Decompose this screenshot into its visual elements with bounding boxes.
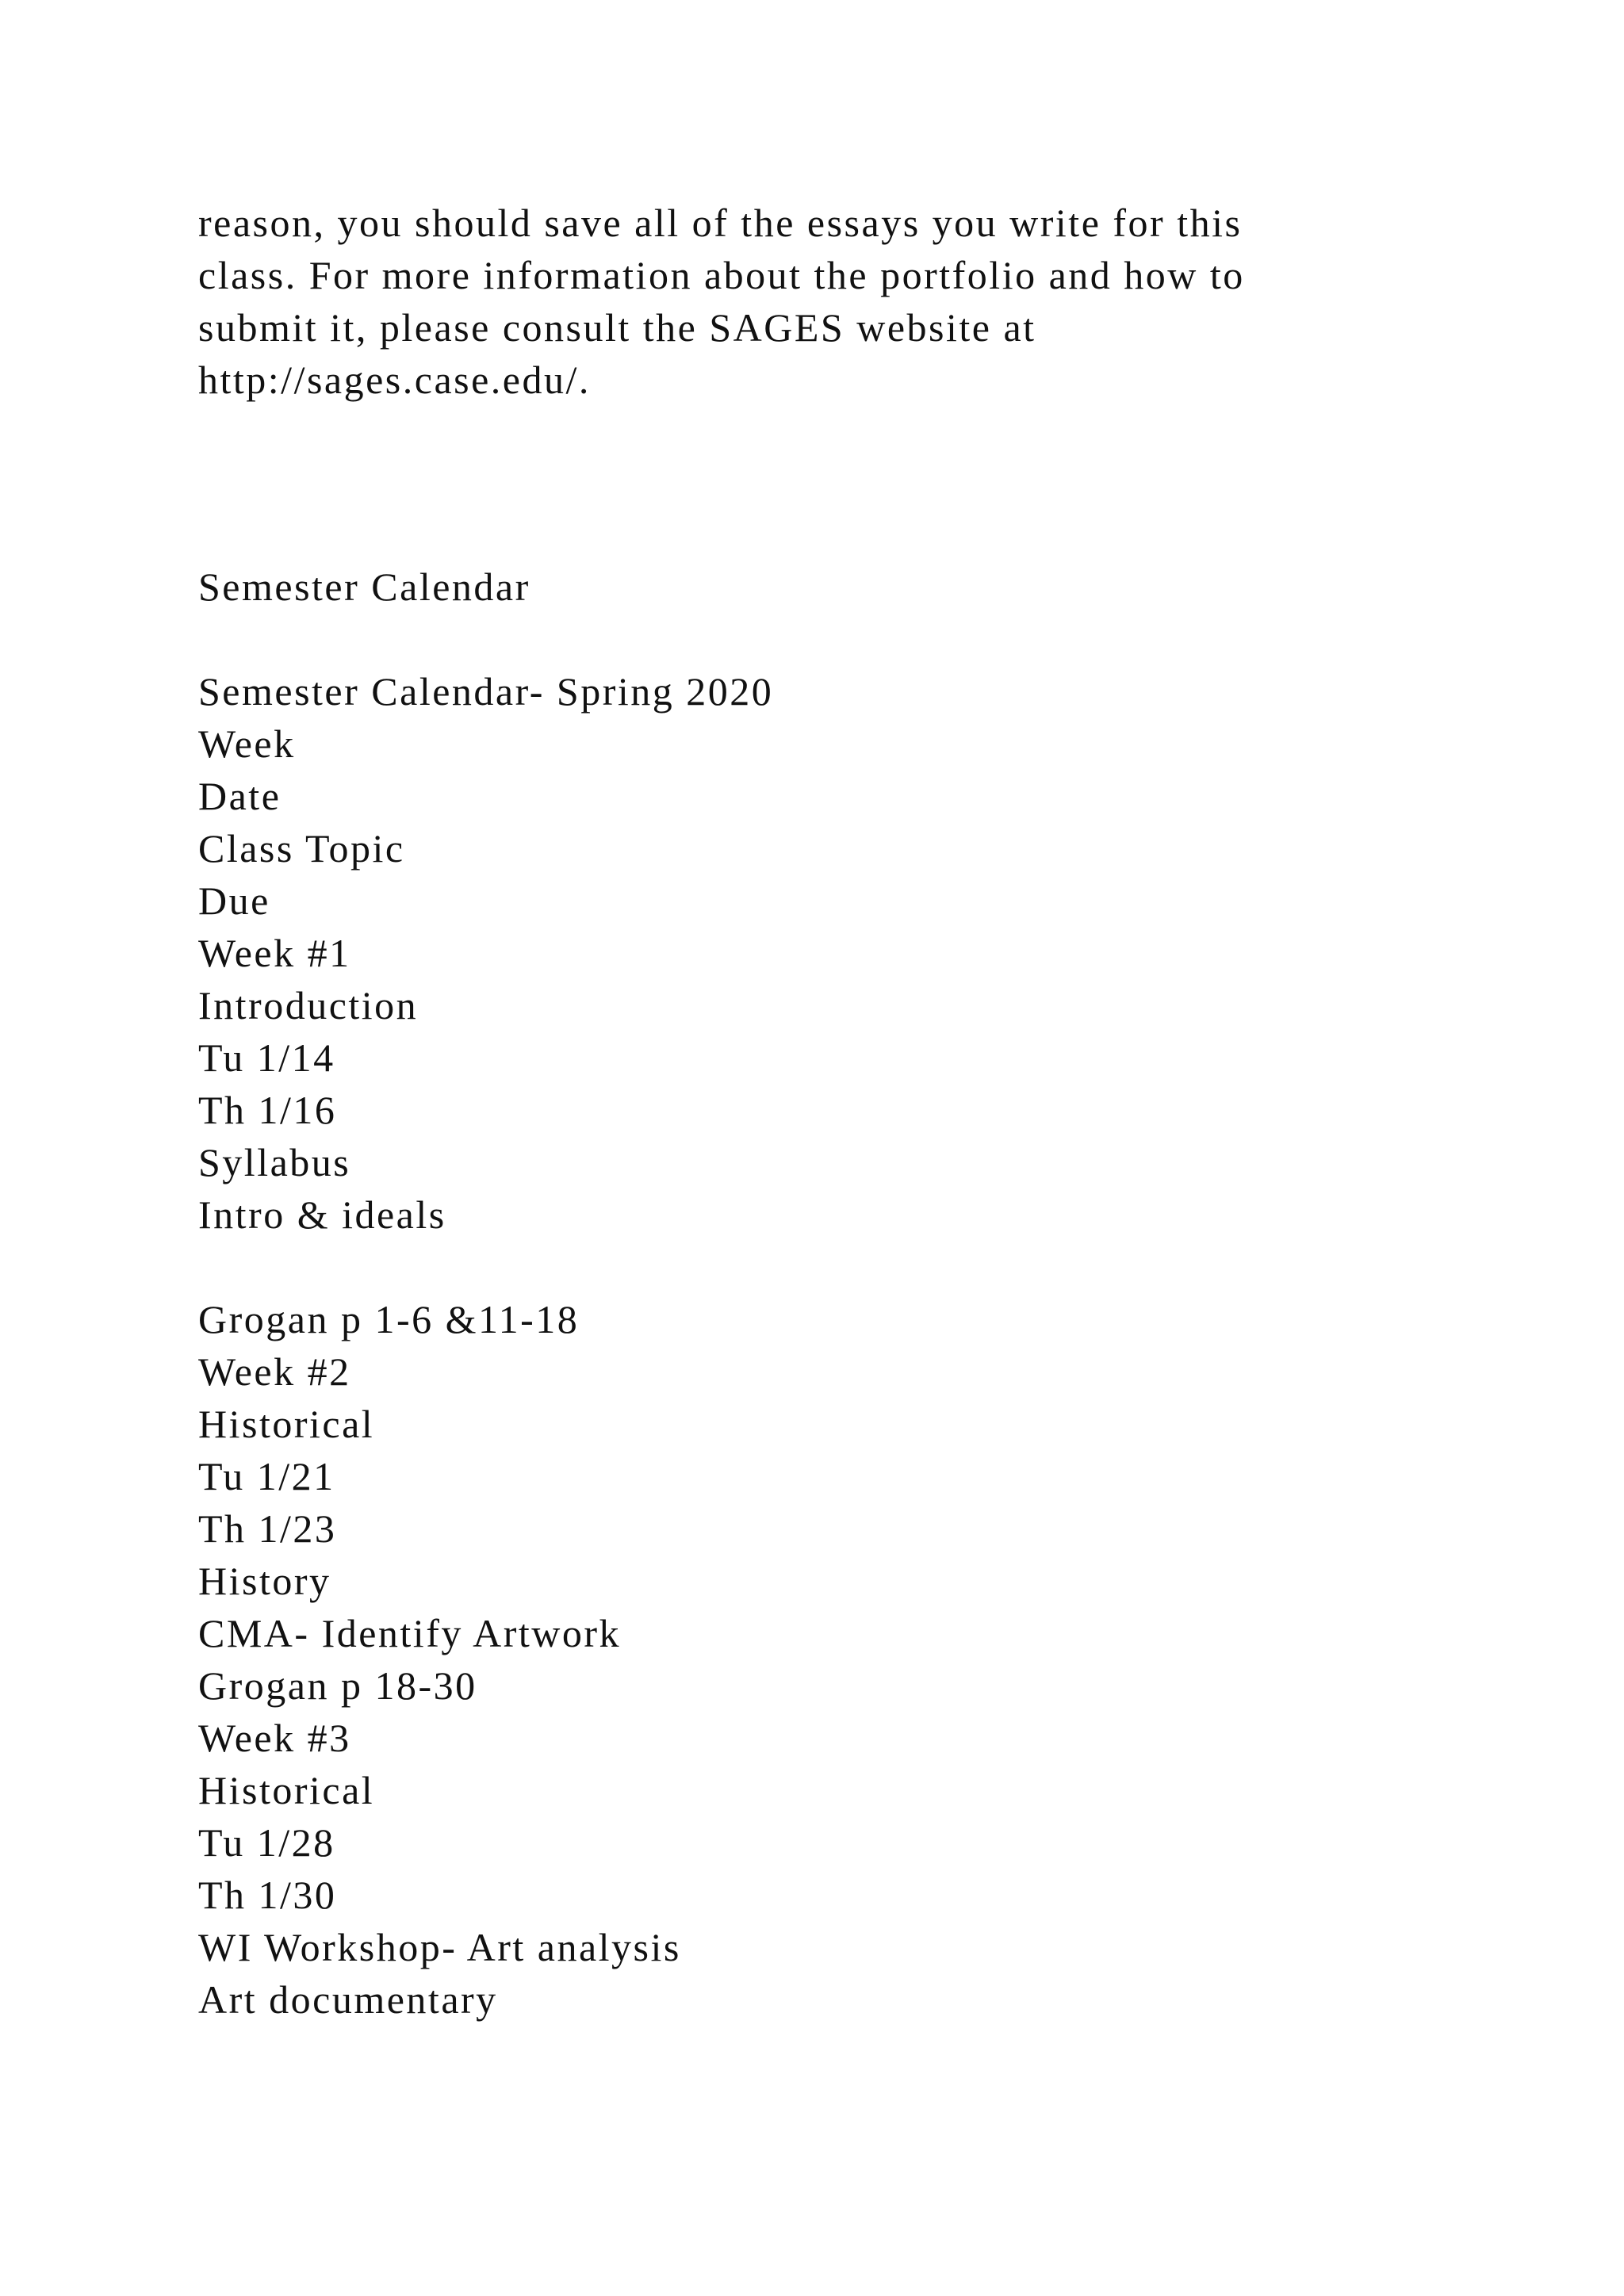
- semester-calendar: [198, 561, 773, 2026]
- week-3-date-1: Tu 1/28: [198, 1820, 335, 1865]
- week-2-date-1: Tu 1/21: [198, 1454, 335, 1498]
- week-1-date-2: Th 1/16: [198, 1088, 337, 1132]
- week-3-topic: Historical: [198, 1768, 375, 1812]
- week-3-class-1: WI Workshop- Art analysis: [198, 1925, 681, 1969]
- week-1-due: Grogan p 1-6 &11-18: [198, 1297, 580, 1341]
- week-2-due: Grogan p 18-30: [198, 1663, 477, 1708]
- paragraph-line: submit it, please consult the SAGES website at: [198, 305, 1036, 350]
- week-2-class-2: CMA- Identify Artwork: [198, 1611, 621, 1655]
- week-1-class-2: Intro & ideals: [198, 1192, 446, 1237]
- spacer: [198, 613, 773, 665]
- week-3-date-2: Th 1/30: [198, 1873, 337, 1917]
- week-1-label: Week #1: [198, 931, 351, 975]
- week-1-class-1: Syllabus: [198, 1140, 351, 1184]
- spacer: [198, 1241, 773, 1293]
- column-header-class-topic: Class Topic: [198, 826, 405, 871]
- intro-paragraph: [198, 197, 1245, 406]
- week-2-label: Week #2: [198, 1349, 351, 1394]
- week-3-class-2: Art documentary: [198, 1977, 498, 2022]
- paragraph-line: reason, you should save all of the essays you write for this: [198, 201, 1243, 245]
- paragraph-line: class. For more information about the portfolio and how to: [198, 253, 1245, 297]
- week-1-topic: Introduction: [198, 983, 419, 1027]
- calendar-subheading: Semester Calendar- Spring 2020: [198, 669, 774, 714]
- calendar-heading: Semester Calendar: [198, 564, 530, 609]
- column-header-week: Week: [198, 721, 296, 766]
- week-1-date-1: Tu 1/14: [198, 1035, 335, 1080]
- week-3-label: Week #3: [198, 1716, 351, 1760]
- week-2-class-1: History: [198, 1559, 331, 1603]
- column-header-due: Due: [198, 878, 270, 923]
- week-2-date-2: Th 1/23: [198, 1506, 337, 1551]
- paragraph-line: http://sages.case.edu/.: [198, 358, 591, 402]
- week-2-topic: Historical: [198, 1402, 375, 1446]
- column-header-date: Date: [198, 774, 282, 818]
